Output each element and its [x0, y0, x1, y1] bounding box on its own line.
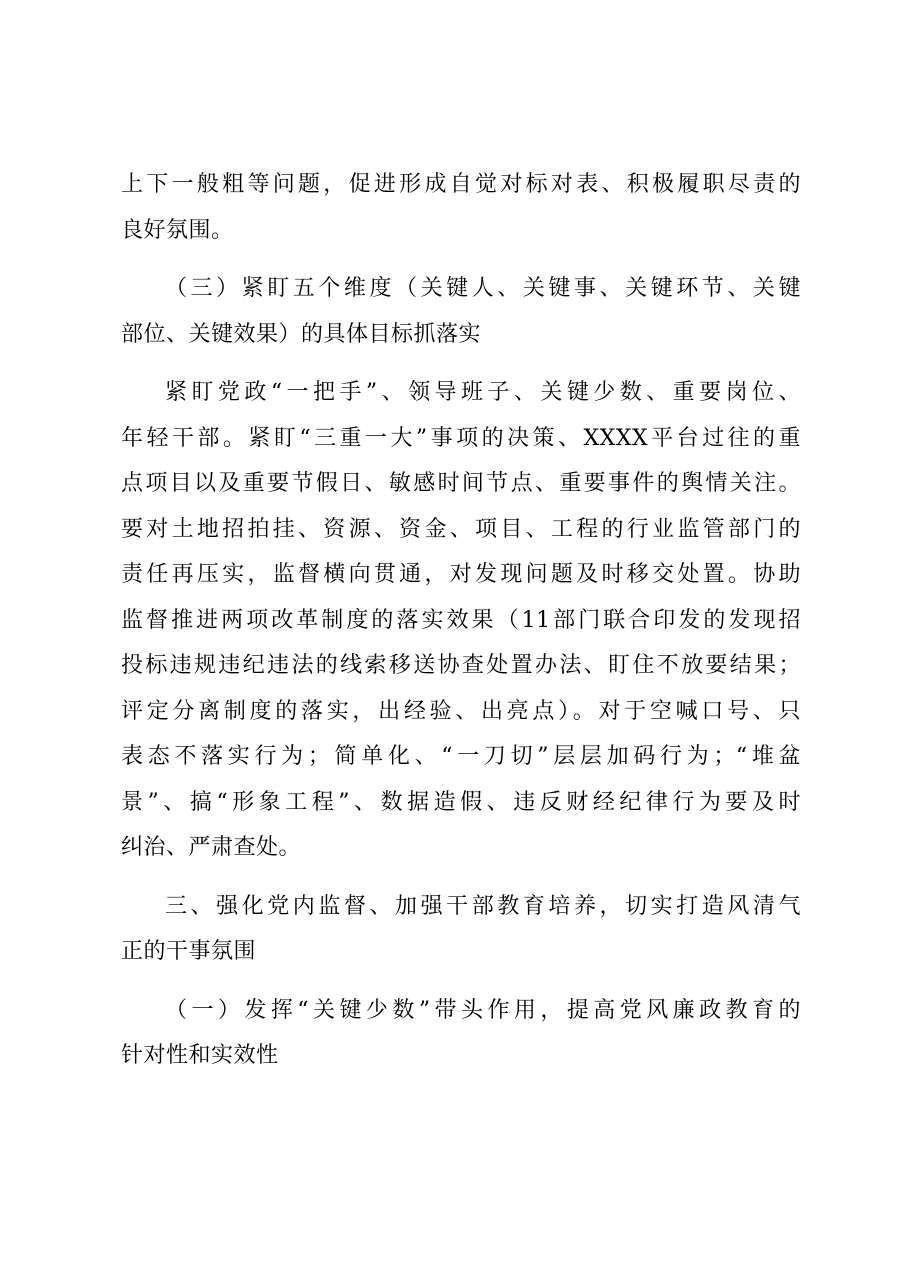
text-line: 上下一般粗等问题，促进形成自觉对标对表、积极履职尽责的: [121, 172, 801, 197]
paragraph-continuation: [121, 162, 801, 253]
text-line: 纠治、严肃查处。: [121, 835, 302, 860]
text-line: （一）发挥“关键少数”带头作用，提高党风廉政教育的: [165, 997, 801, 1023]
text-line: 监督推进两项改革制度的落实效果（11部门联合印发的发现招: [121, 607, 801, 633]
text-line: 良好氛围。: [121, 217, 234, 243]
text-line: 部位、关键效果）的具体目标抓落实: [121, 321, 482, 347]
text-line: 针对性和实效性: [121, 1043, 279, 1068]
text-line: 表态不落实行为；简单化、“一刀切”层层加码行为；“堆盆: [121, 744, 801, 769]
text-line: 正的干事氛围: [121, 939, 257, 964]
text-line: 紧盯党政“一把手”、领导班子、关键少数、重要岗位、: [165, 380, 801, 405]
text-line: 点项目以及重要节假日、敏感时间节点、重要事件的舆情关注。: [121, 471, 801, 496]
subheading-one: [121, 988, 801, 1079]
text-line: 三、强化党内监督、加强干部教育培养，切实打造风清气: [165, 893, 801, 919]
text-line: 投标违规违纪违法的线索移送协查处置办法、盯住不放要结果；: [121, 653, 801, 678]
paragraph-body: [121, 370, 801, 871]
text-line: 要对土地招拍挂、资源、资金、项目、工程的行业监管部门的: [121, 516, 801, 542]
document-body: [121, 162, 801, 1079]
text-line: 评定分离制度的落实，出经验、出亮点）。对于空喊口号、只: [121, 698, 801, 724]
text-line: 景”、搞“形象工程”、数据造假、违反财经纪律行为要及时: [121, 789, 801, 815]
text-line: （三）紧盯五个维度（关键人、关键事、关键环节、关键: [165, 276, 801, 301]
subheading-three: [121, 266, 801, 357]
section-heading-three: [121, 884, 801, 975]
text-line: 责任再压实，监督横向贯通，对发现问题及时移交处置。协助: [121, 562, 801, 587]
text-line: 年轻干部。紧盯“三重一大”事项的决策、XXXX平台过往的重: [121, 425, 801, 451]
